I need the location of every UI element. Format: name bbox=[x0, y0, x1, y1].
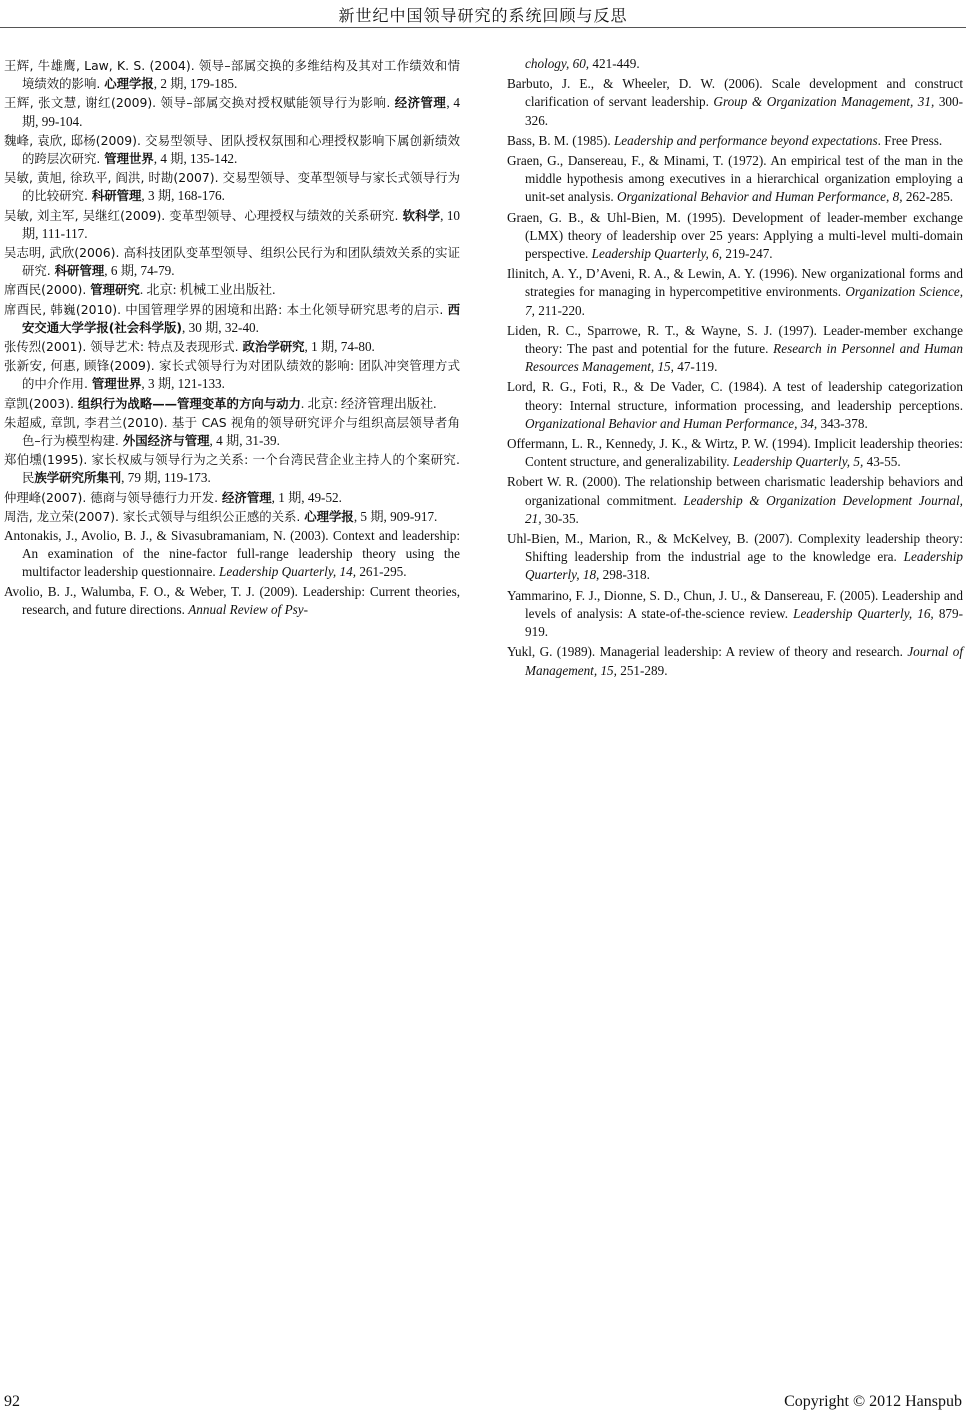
page-number: 92 bbox=[4, 1393, 20, 1410]
reference-text: 张新安, 何惠, 顾锋(2009). 家长式领导行为对团队绩效的影响: 团队冲突管理方式的中介作用. bbox=[4, 358, 460, 392]
reference-pages: , 2 期, 179-185. bbox=[153, 76, 238, 92]
reference-pages: 211-220. bbox=[534, 302, 585, 318]
reference-source: 外国经济与管理 bbox=[122, 433, 210, 449]
reference-source: Journal of Management, 15, bbox=[525, 644, 963, 678]
reference-entry bbox=[507, 435, 963, 471]
reference-pages: 300-326. bbox=[525, 94, 963, 128]
reference-pages: 43-55. bbox=[863, 454, 901, 470]
reference-text: 席酉民(2000). bbox=[4, 282, 91, 298]
reference-source: 管理研究 bbox=[90, 282, 140, 298]
reference-entry bbox=[507, 132, 963, 150]
reference-entry bbox=[507, 473, 963, 528]
reference-text: Offermann, L. R., Kennedy, J. K., & Wirtz, P. W. (1994). Implicit leadership theories: Content structure, and generalizability. bbox=[507, 436, 963, 470]
reference-source: 心理学报 bbox=[104, 76, 154, 92]
reference-entry bbox=[507, 55, 963, 73]
reference-pages: . 北京: 经济管理出版社. bbox=[300, 395, 437, 411]
reference-entry bbox=[4, 57, 460, 93]
reference-source: 管理世界 bbox=[91, 376, 142, 392]
reference-entry bbox=[4, 451, 460, 487]
reference-text: Ilinitch, A. Y., D’Aveni, R. A., & Lewin, A. Y. (1996). New organizational forms and strategies for managing in hypercompetitive environments. bbox=[507, 266, 963, 300]
reference-source: 组织行为战略——管理变革的方向与动力 bbox=[77, 395, 301, 411]
reference-entry bbox=[4, 489, 460, 507]
reference-pages: 262-285. bbox=[902, 189, 954, 205]
reference-pages: , 5 期, 909-917. bbox=[353, 508, 438, 524]
reference-text: Uhl-Bien, M., Marion, R., & McKelvey, B. (2007). Complexity leadership theory: Shifting leadership from the industrial age to the knowledge era. bbox=[507, 531, 963, 565]
reference-source: Leadership Quarterly, 6, bbox=[591, 246, 723, 262]
reference-source: Organizational Behavior and Human Performance, 34, bbox=[525, 415, 818, 431]
references-left-column bbox=[4, 57, 460, 620]
reference-text: 吴志明, 武欣(2006). 高科技团队变革型领导、组织公民行为和团队绩效关系的实证研究. bbox=[4, 245, 460, 279]
reference-text: 朱超威, 章凯, 李君兰(2010). 基于 CAS 视角的领导研究评介与组织高层领导者角色–行为模型构建. bbox=[4, 414, 460, 449]
reference-entry bbox=[4, 301, 460, 337]
reference-pages: , 3 期, 121-133. bbox=[141, 376, 225, 392]
reference-text: Graen, G. B., & Uhl-Bien, M. (1995). Development of leader-member exchange (LMX) theory of leadership over 25 years: Applying a multi-level multi-domain perspective. bbox=[507, 209, 963, 262]
reference-source: chology, 60, bbox=[525, 56, 590, 71]
reference-entry bbox=[4, 508, 460, 526]
reference-pages: , 6 期, 74-79. bbox=[104, 263, 175, 279]
reference-entry bbox=[4, 414, 460, 450]
reference-pages: 261-295. bbox=[356, 564, 407, 580]
reference-pages: 421-449. bbox=[589, 56, 640, 71]
reference-pages: . 北京: 机械工业出版社. bbox=[139, 282, 276, 298]
reference-source: Leadership Quarterly, 16, bbox=[793, 605, 934, 621]
reference-text: Bass, B. M. (1985). bbox=[507, 132, 614, 148]
copyright-notice: Copyright © 2012 Hanspub bbox=[784, 1393, 962, 1410]
reference-source: Group & Organization Management, 31, bbox=[713, 94, 935, 110]
reference-source: Leadership Quarterly, 5, bbox=[732, 454, 864, 470]
reference-text: Antonakis, J., Avolio, B. J., & Sivasubramaniam, N. (2003). Context and leadership: An examination of the nine-factor full-range leadership theory using the multifactor leadership questionnaire. bbox=[4, 528, 460, 580]
reference-text: 席酉民, 韩巍(2010). 中国管理学界的困境和出路: 本土化领导研究思考的启示. bbox=[4, 301, 448, 317]
reference-source: 管理世界 bbox=[104, 151, 154, 167]
reference-entry bbox=[4, 169, 460, 205]
reference-text: Robert W. R. (2000). The relationship between charismatic leadership behaviors and organizational commitment. bbox=[507, 474, 963, 508]
reference-entry bbox=[507, 643, 963, 679]
reference-entry bbox=[507, 75, 963, 130]
reference-pages: , 1 期, 74-80. bbox=[304, 339, 375, 355]
reference-entry bbox=[4, 94, 460, 130]
reference-entry bbox=[507, 152, 963, 207]
reference-entry bbox=[4, 207, 460, 243]
reference-pages: 251-289. bbox=[616, 662, 668, 678]
reference-text: Barbuto, J. E., & Wheeler, D. W. (2006). Scale development and construct clarification of servant leadership. bbox=[507, 76, 963, 110]
reference-text: 张传烈(2001). 领导艺术: 特点及表现形式. bbox=[4, 339, 243, 355]
reference-entry bbox=[4, 357, 460, 393]
reference-source: Leadership and performance beyond expectations bbox=[613, 132, 878, 148]
reference-text: 仲理峰(2007). 德商与领导德行力开发. bbox=[4, 489, 223, 505]
reference-text: 吴敏, 刘主军, 吴继红(2009). 变革型领导、心理授权与绩效的关系研究. bbox=[4, 207, 403, 223]
reference-source: 经济管理 bbox=[222, 489, 272, 505]
reference-pages: , 4 期, 99-104. bbox=[22, 95, 461, 129]
reference-entry bbox=[507, 322, 963, 377]
reference-source: 心理学报 bbox=[304, 508, 354, 524]
reference-source: Leadership Quarterly, 18, bbox=[525, 549, 963, 583]
reference-entry bbox=[507, 265, 963, 320]
reference-entry bbox=[507, 209, 963, 264]
reference-pages: , 30 期, 32-40. bbox=[182, 319, 259, 335]
reference-source: Organizational Behavior and Human Performance, 8, bbox=[616, 189, 903, 205]
reference-source: 软科学 bbox=[402, 207, 441, 223]
reference-text: 章凯(2003). bbox=[4, 395, 78, 411]
reference-text: Lord, R. G., Foti, R., & De Vader, C. (1984). A test of leadership categorization theory: Internal structure, information processing, and leadership perceptions. bbox=[507, 379, 963, 413]
reference-source: Annual Review of Psy- bbox=[188, 601, 308, 617]
reference-pages: 30-35. bbox=[541, 510, 579, 526]
reference-text: 王辉, 张文慧, 谢红(2009). 领导–部属交换对授权赋能领导行为影响. bbox=[4, 95, 395, 111]
reference-source: Leadership & Organization Development Journal, 21, bbox=[525, 492, 963, 526]
reference-pages: . Free Press. bbox=[877, 132, 943, 148]
reference-text: Yukl, G. (1989). Managerial leadership: A review of theory and research. bbox=[507, 644, 908, 660]
reference-pages: 47-119. bbox=[673, 359, 718, 375]
reference-entry bbox=[4, 132, 460, 168]
reference-entry bbox=[4, 527, 460, 582]
reference-source: 西安交通大学学报(社会科学版) bbox=[22, 301, 460, 335]
reference-source: Organization Science, 7, bbox=[525, 284, 963, 318]
reference-pages: , 10 期, 111-117. bbox=[22, 207, 461, 241]
reference-text: Liden, R. C., Sparrowe, R. T., & Wayne, S. J. (1997). Leader-member exchange theory: The past and potential for the future. bbox=[507, 322, 963, 357]
reference-text: 王辉, 牛雄鹰, Law, K. S. (2004). 领导–部属交换的多维结构及其对工作绩效和情境绩效的影响. bbox=[4, 58, 460, 92]
reference-entry bbox=[4, 244, 460, 280]
reference-source: 族学研究所集刊 bbox=[34, 470, 122, 486]
reference-entry bbox=[4, 281, 460, 299]
reference-entry bbox=[507, 530, 963, 585]
reference-text: Graen, G., Dansereau, F., & Minami, T. (1972). An empirical test of the man in the middle hypothesis among executives in a hierarchical organization employing a unit-set analysis. bbox=[507, 153, 963, 205]
reference-text: Avolio, B. J., Walumba, F. O., & Weber, T. J. (2009). Leadership: Current theories, research, and future directions. bbox=[4, 583, 460, 617]
reference-source: Leadership Quarterly, 14, bbox=[219, 564, 357, 580]
reference-entry bbox=[507, 587, 963, 642]
reference-pages: , 1 期, 49-52. bbox=[271, 489, 342, 505]
reference-pages: , 79 期, 119-173. bbox=[121, 470, 211, 486]
reference-text: 吴敏, 黄旭, 徐玖平, 阎洪, 时勘(2007). 交易型领导、变革型领导与家长式领导行为的比较研究. bbox=[4, 170, 460, 204]
reference-pages: 879-919. bbox=[525, 605, 963, 640]
reference-pages: 219-247. bbox=[722, 246, 773, 262]
reference-entry bbox=[4, 395, 460, 413]
reference-text: 魏峰, 袁欣, 邸杨(2009). 交易型领导、团队授权氛围和心理授权影响下属创新绩效的跨层次研究. bbox=[4, 132, 460, 167]
header-rule bbox=[0, 27, 966, 28]
reference-pages: 343-378. bbox=[817, 415, 868, 431]
reference-source: 政治学研究 bbox=[242, 339, 305, 355]
reference-pages: , 3 期, 168-176. bbox=[141, 188, 225, 204]
reference-text: 郑伯壎(1995). 家长权威与领导行为之关系: 一个台湾民营企业主持人的个案研究. 民 bbox=[4, 452, 460, 486]
reference-pages: , 4 期, 135-142. bbox=[153, 151, 238, 167]
references-right-column bbox=[507, 55, 963, 682]
reference-source: Research in Personnel and Human Resources Management, 15, bbox=[525, 341, 963, 375]
running-title: 新世纪中国领导研究的系统回顾与反思 bbox=[338, 6, 628, 25]
reference-source: 科研管理 bbox=[91, 188, 142, 204]
reference-text: Yammarino, F. J., Dionne, S. D., Chun, J. U., & Dansereau, F. (2005). Leadership and levels of analysis: A state-of-the-science review. bbox=[507, 587, 963, 621]
reference-entry bbox=[4, 338, 460, 356]
reference-source: 经济管理 bbox=[394, 95, 447, 111]
reference-pages: , 4 期, 31-39. bbox=[209, 433, 280, 449]
reference-entry bbox=[4, 583, 460, 619]
reference-source: 科研管理 bbox=[54, 263, 105, 279]
reference-text: 周浩, 龙立荣(2007). 家长式领导与组织公正感的关系. bbox=[4, 508, 305, 524]
reference-pages: 298-318. bbox=[599, 567, 650, 583]
reference-entry bbox=[507, 378, 963, 433]
